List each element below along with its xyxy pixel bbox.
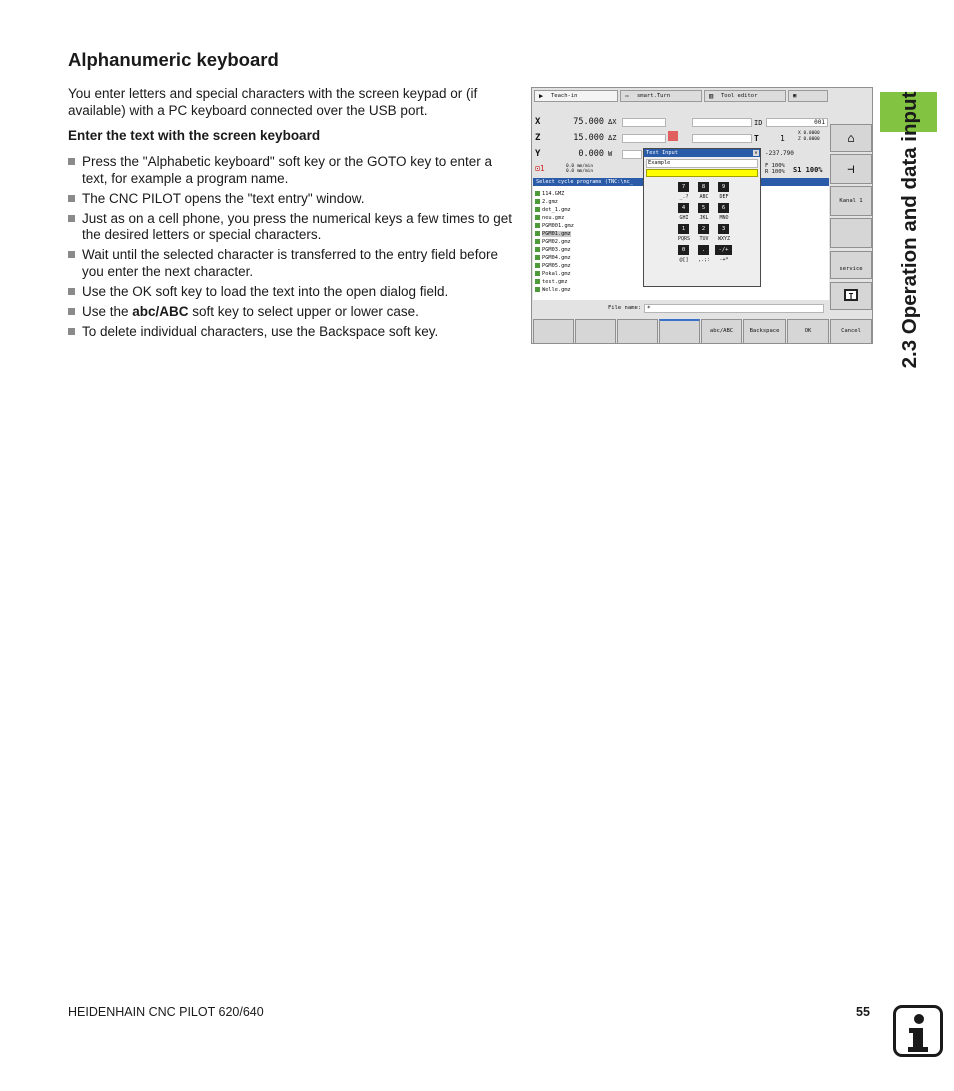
spindle-icon: ⊡1	[535, 164, 545, 173]
tool-holder-icon: ⊣	[847, 162, 855, 176]
list-item[interactable]	[535, 198, 574, 206]
file-name-input[interactable]: *	[644, 304, 824, 313]
key-1-letters: PQRS	[677, 236, 691, 242]
key-2[interactable]: 2	[698, 224, 709, 234]
key-0-letters: @[]	[679, 257, 689, 263]
tool-offsets	[798, 131, 820, 143]
file-icon	[535, 231, 540, 236]
tab-label: Tool editor	[721, 93, 758, 99]
feed-override: F 100%	[765, 163, 785, 169]
intro-paragraph: You enter letters and special characters with the screen keypad or (if available) with a PC keyboard connected over the USB port.	[68, 86, 478, 118]
tab-save[interactable]	[788, 90, 828, 102]
file-name: PGM03.gmz	[542, 247, 571, 253]
section-heading: Alphanumeric keyboard	[68, 49, 279, 70]
key-0[interactable]: 0	[678, 245, 689, 255]
sub-heading: Enter the text with the screen keyboard	[68, 128, 321, 143]
file-name: PGM04.gmz	[542, 255, 571, 261]
t-value: 1	[780, 134, 785, 143]
disk-icon: ▣	[793, 93, 797, 99]
feed-rate-2: 0.0 mm/min	[566, 169, 594, 174]
key-5-letters: JKL	[699, 215, 709, 221]
file-icon	[535, 255, 540, 260]
file-icon	[535, 215, 540, 220]
tab-label: smart.Turn	[637, 93, 671, 99]
file-icon	[535, 247, 540, 252]
list-item[interactable]	[535, 238, 574, 246]
key-6[interactable]: 6	[718, 203, 729, 213]
axis-y-label: Y	[535, 149, 541, 159]
list-item	[68, 304, 513, 321]
step-text: Just as on a cell phone, you press the numerical keys a few times to get the desired letters or special characters.	[82, 210, 512, 242]
key-sign[interactable]: -/+	[715, 245, 732, 255]
key-8[interactable]: 8	[698, 182, 709, 192]
step-text: Wait until the selected character is transferred to the entry field before you enter the next character.	[82, 247, 498, 279]
file-name: 114.GMZ	[542, 191, 565, 197]
dialog-entry-field[interactable]	[646, 169, 758, 177]
list-item	[68, 211, 513, 244]
bullet-icon	[68, 308, 75, 315]
file-icon	[535, 191, 540, 196]
tool-table-softkey[interactable]	[830, 282, 872, 310]
footer-manual-title: HEIDENHAIN CNC PILOT 620/640	[68, 1005, 264, 1019]
list-item[interactable]	[535, 246, 574, 254]
page-number: 55	[856, 1005, 870, 1019]
t-label: T	[754, 134, 759, 143]
file-name-label: File name:	[608, 305, 642, 311]
file-name: PGM05.gmz	[542, 263, 571, 269]
list-item[interactable]	[535, 286, 574, 294]
steps-list	[68, 154, 513, 344]
tool-table-icon: T	[844, 289, 858, 301]
step-text-before: Use the	[82, 303, 133, 319]
arrow-right-icon: ▶	[539, 92, 544, 100]
dist-w-field	[622, 150, 642, 159]
angle-value: -237.790	[765, 150, 794, 157]
axis-z-value: 15.000	[573, 133, 604, 143]
axis-x-suffix: ΔX	[608, 118, 617, 126]
key-7-letters: _.?	[679, 194, 689, 200]
axis-x-value: 75.000	[573, 117, 604, 127]
z-small-value: 0.0000	[803, 137, 820, 142]
list-item	[68, 191, 513, 208]
key-dot-letters: ,.;:	[697, 257, 711, 263]
softkey-empty-4[interactable]	[659, 319, 700, 344]
key-6-letters: MNO	[719, 215, 729, 221]
list-item	[68, 247, 513, 280]
key-dot[interactable]: .	[698, 245, 709, 255]
file-name: test.gmz	[542, 279, 568, 285]
bullet-icon	[68, 195, 75, 202]
file-name: PGM01.gmz	[542, 231, 571, 237]
feed-rates	[566, 164, 593, 174]
key-4[interactable]: 4	[678, 203, 689, 213]
bullet-icon	[68, 328, 75, 335]
dist-x-field	[622, 118, 666, 127]
machine-softkey[interactable]	[830, 124, 872, 152]
id-field: 001	[766, 118, 828, 127]
file-icon	[535, 199, 540, 204]
file-icon	[535, 263, 540, 268]
feed-rate-1: 0.0 mm/min	[566, 164, 594, 169]
dialog-text-field[interactable]: Example	[646, 159, 758, 168]
text-input-dialog	[643, 148, 761, 287]
key-sign-letters: -+*	[719, 257, 729, 263]
file-icon	[535, 207, 540, 212]
chapter-tab-divider	[937, 92, 941, 132]
bullet-icon	[68, 215, 75, 222]
key-4-letters: GHI	[679, 215, 689, 221]
list-header: Select cycle programs (TNC:\nc_	[533, 178, 829, 186]
tool-softkey[interactable]	[830, 154, 872, 184]
file-name: Pokal.gmz	[542, 271, 571, 277]
axis-z-suffix: ΔZ	[608, 134, 617, 142]
file-name: Welle.gmz	[542, 287, 571, 293]
list-item[interactable]	[535, 206, 574, 214]
tab-smart-turn[interactable]	[620, 90, 702, 102]
rapid-override: R 100%	[765, 169, 785, 175]
list-item	[68, 154, 513, 187]
step-text: Use the OK soft key to load the text into the open dialog field.	[82, 283, 449, 299]
ok-softkey[interactable]: OK	[787, 319, 829, 344]
list-item[interactable]	[535, 278, 574, 286]
dialog-title: Text Input	[644, 149, 760, 157]
empty-softkey[interactable]	[830, 218, 872, 248]
axis-w-suffix: W	[608, 150, 613, 158]
file-icon	[535, 287, 540, 292]
channel-softkey[interactable]: Kanal 1	[830, 186, 872, 216]
list-item[interactable]	[535, 262, 574, 270]
arrow-right-icon: ⇨	[625, 92, 630, 100]
softkey-empty-1[interactable]	[533, 319, 574, 344]
list-item[interactable]	[535, 270, 574, 278]
list-item	[68, 324, 513, 341]
cnc-screenshot	[531, 87, 873, 344]
step-text: Press the "Alphabetic keyboard" soft key or the GOTO key to enter a text, for example a program name.	[82, 154, 493, 186]
tab-tool-editor[interactable]	[704, 90, 786, 102]
bullet-icon	[68, 158, 75, 165]
list-item[interactable]	[535, 214, 574, 222]
tab-label: Teach-in	[551, 93, 578, 99]
file-name: PGM001.gmz	[542, 223, 574, 229]
list-item[interactable]	[535, 190, 574, 198]
key-9[interactable]: 9	[718, 182, 729, 192]
key-9-letters: DEF	[719, 194, 729, 200]
id-label: ID	[754, 119, 763, 127]
key-3-letters: WXYZ	[717, 236, 731, 242]
axis-y-value: 0.000	[578, 149, 604, 159]
list-item[interactable]	[535, 222, 574, 230]
file-icon	[535, 223, 540, 228]
file-icon	[535, 239, 540, 244]
z-small-label: Z	[798, 137, 801, 142]
key-8-letters: ABC	[699, 194, 709, 200]
softkey-empty-2[interactable]	[575, 319, 616, 344]
step-text: The CNC PILOT opens the "text entry" window.	[82, 190, 365, 206]
file-name: 2.gmz	[542, 199, 558, 205]
list-item[interactable]	[535, 230, 574, 238]
override-values	[765, 163, 785, 175]
backspace-softkey[interactable]: Backspace	[743, 319, 786, 344]
tool-icon: ▥	[709, 92, 714, 100]
x-small-label: X	[798, 131, 801, 136]
service-softkey[interactable]: service	[830, 251, 872, 279]
spindle-override: S1 100%	[793, 166, 823, 174]
file-icon	[535, 279, 540, 284]
tab-teach-in[interactable]	[534, 90, 618, 102]
bullet-icon	[68, 288, 75, 295]
close-icon[interactable]: ✕	[754, 150, 758, 156]
key-1[interactable]: 1	[678, 224, 689, 234]
machine-icon: ⌂	[847, 131, 855, 145]
file-icon	[535, 271, 540, 276]
chapter-title: 2.3 Operation and data input	[898, 91, 921, 369]
key-3[interactable]: 3	[718, 224, 729, 234]
step-text-after: soft key to select upper or lower case.	[188, 303, 419, 319]
bullet-icon	[68, 251, 75, 258]
tool-field-1	[692, 118, 752, 127]
softkey-name: abc/ABC	[132, 303, 189, 319]
file-name: neu.gmz	[542, 215, 565, 221]
cancel-softkey[interactable]: Cancel	[830, 319, 872, 344]
abc-softkey[interactable]: abc/ABC	[701, 319, 742, 344]
x-small-value: 0.0000	[803, 131, 820, 136]
step-text: To delete individual characters, use the Backspace soft key.	[82, 323, 439, 339]
list-item[interactable]	[535, 254, 574, 262]
dist-z-field	[622, 134, 666, 143]
file-list	[535, 190, 574, 294]
info-icon	[893, 1005, 943, 1057]
axis-z-label: Z	[535, 133, 541, 143]
axis-x-label: X	[535, 117, 541, 127]
key-7[interactable]: 7	[678, 182, 689, 192]
tool-field-2	[692, 134, 752, 143]
key-2-letters: TUV	[699, 236, 709, 242]
tool-warning-icon	[668, 131, 678, 141]
softkey-empty-3[interactable]	[617, 319, 658, 344]
file-name: PGM02.gmz	[542, 239, 571, 245]
key-5[interactable]: 5	[698, 203, 709, 213]
file-name: det_1.gmz	[542, 207, 571, 213]
list-item	[68, 284, 513, 301]
